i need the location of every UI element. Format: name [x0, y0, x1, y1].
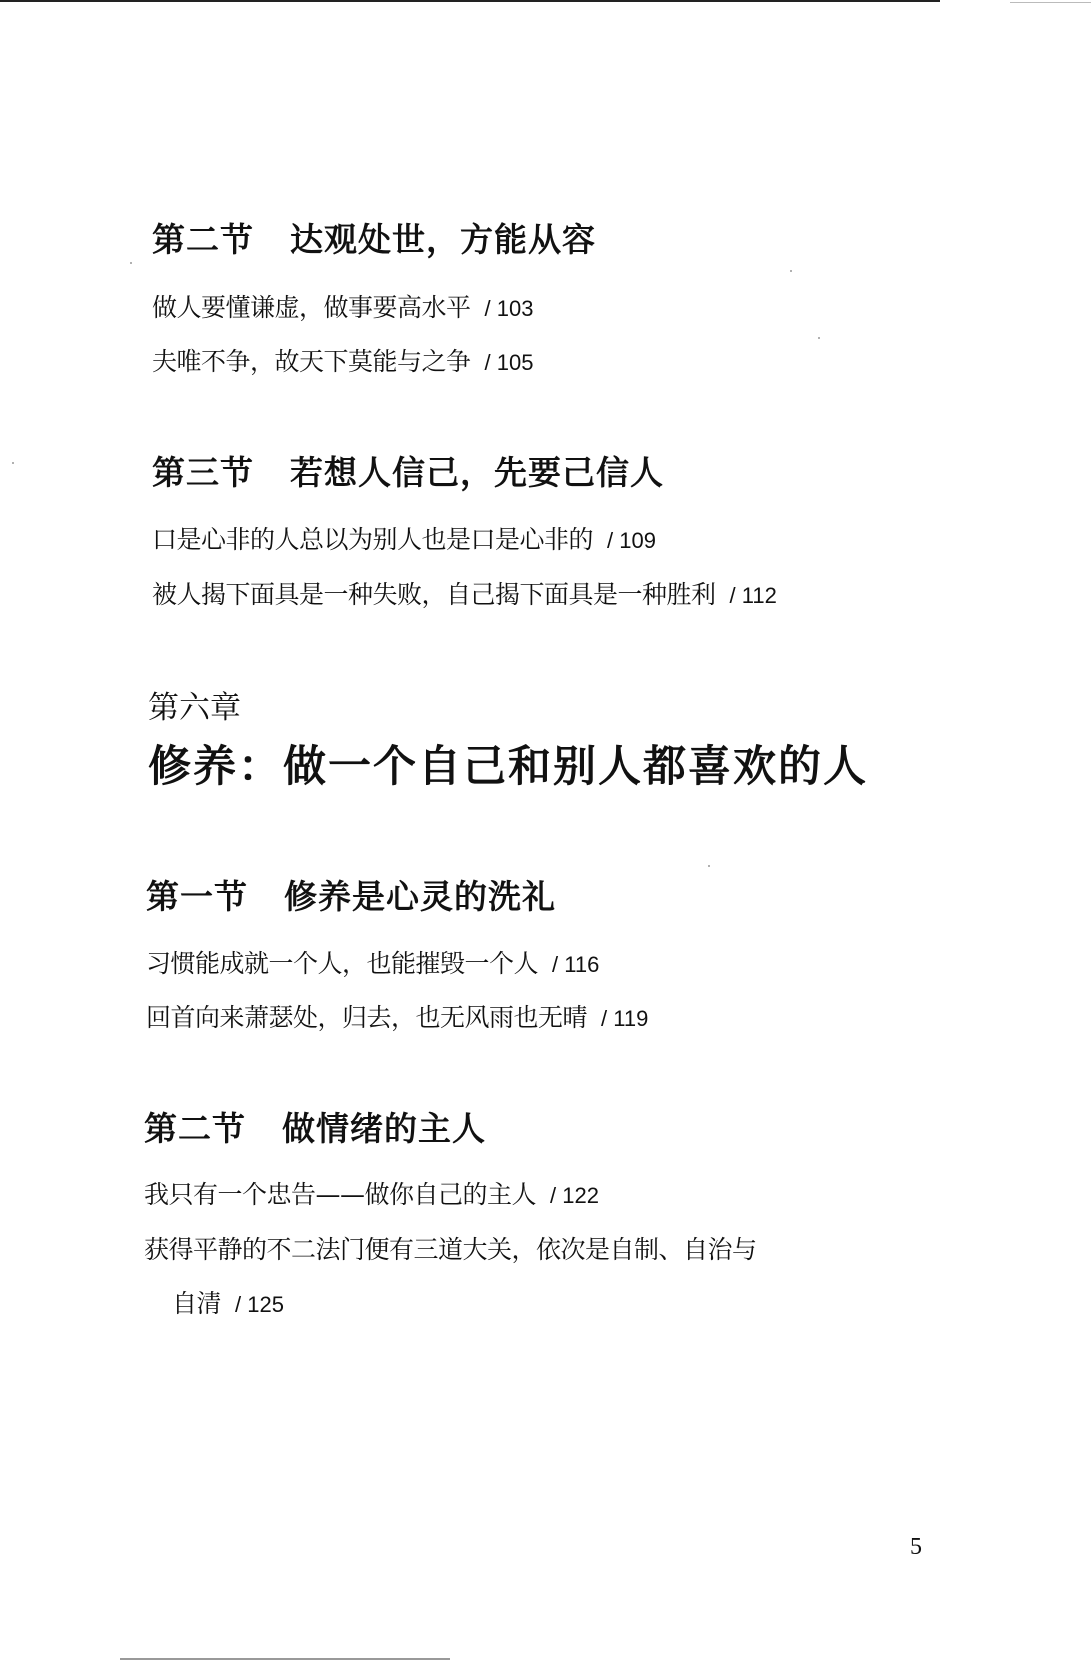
toc-entry[interactable]: [144, 1175, 599, 1211]
bottom-rule: [120, 1658, 450, 1660]
top-rule-faint: [1010, 2, 1091, 3]
section-number: 第一节: [146, 877, 248, 916]
toc-entry[interactable]: [152, 342, 533, 378]
entry-text: 被人揭下面具是一种失败，自己揭下面具是一种胜利: [152, 580, 716, 609]
entry-text: 我只有一个忠告——做你自己的主人: [144, 1180, 537, 1209]
section-number: 第二节: [152, 220, 254, 259]
entry-text: 获得平静的不二法门便有三道大关，依次是自制、自治与: [144, 1235, 757, 1264]
section-number: 第三节: [152, 453, 254, 492]
entry-text: 习惯能成就一个人，也能摧毁一个人: [146, 949, 539, 978]
entry-page: / 109: [607, 528, 656, 553]
speck: [708, 865, 710, 867]
speck: [12, 462, 14, 464]
section-heading: [152, 214, 596, 261]
toc-entry-continuation[interactable]: [172, 1284, 284, 1320]
speck: [818, 337, 820, 339]
entry-page: / 122: [550, 1183, 599, 1208]
section-title: 达观处世，方能从容: [290, 220, 596, 259]
toc-entry[interactable]: [144, 1230, 771, 1266]
toc-entry[interactable]: [152, 575, 777, 611]
top-rule: [0, 0, 940, 2]
toc-entry[interactable]: [146, 944, 599, 980]
chapter-number: 第六章: [148, 690, 241, 726]
entry-page: / 116: [552, 952, 600, 977]
speck: [130, 262, 132, 264]
entry-page: / 105: [484, 350, 534, 375]
entry-text: 自清: [172, 1289, 222, 1318]
entry-page: / 103: [484, 296, 534, 321]
entry-text: 口是心非的人总以为别人也是口是心非的: [152, 525, 594, 554]
entry-text: 做人要懂谦虚，做事要高水平: [152, 293, 471, 322]
section-title: 修养是心灵的洗礼: [284, 877, 556, 916]
speck: [790, 270, 792, 272]
toc-entry[interactable]: [152, 288, 533, 324]
section-heading: [146, 871, 556, 918]
page-number: 5: [910, 1534, 922, 1560]
section-title: 做情绪的主人: [282, 1109, 486, 1148]
entry-text: 夫唯不争，故天下莫能与之争: [152, 347, 471, 376]
toc-entry[interactable]: [146, 998, 648, 1034]
toc-entry[interactable]: [152, 520, 656, 556]
entry-page: / 112: [729, 583, 777, 608]
chapter-title: 修养：做一个自己和别人都喜欢的人: [148, 742, 868, 792]
entry-text: 回首向来萧瑟处，归去，也无风雨也无晴: [146, 1003, 588, 1032]
entry-page: / 119: [601, 1006, 649, 1031]
entry-page: / 125: [235, 1292, 284, 1317]
section-heading: [152, 447, 664, 494]
section-heading: [144, 1103, 486, 1150]
section-number: 第二节: [144, 1109, 246, 1148]
section-title: 若想人信己，先要己信人: [290, 453, 664, 492]
